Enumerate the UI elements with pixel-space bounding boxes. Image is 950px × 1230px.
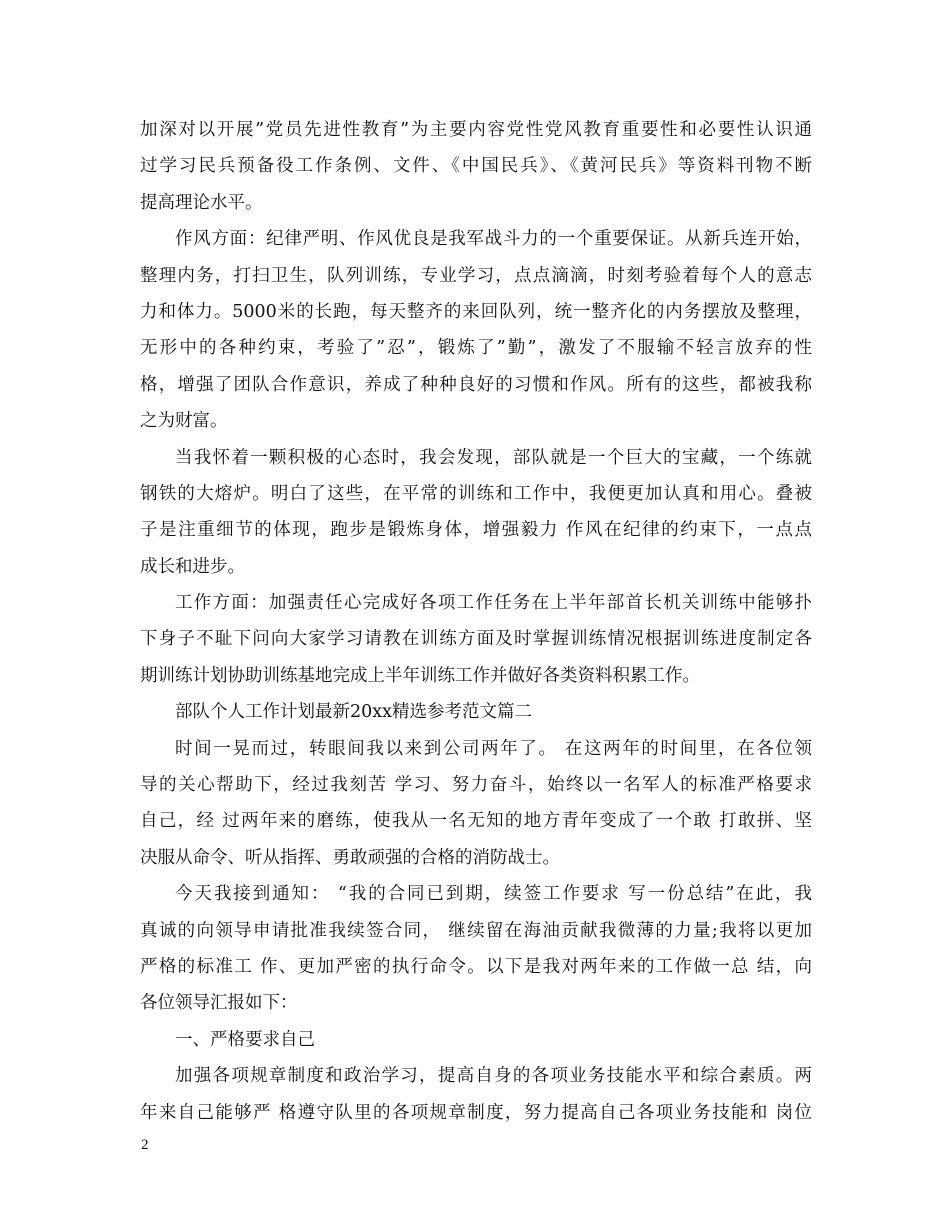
text-line: 过学习民兵预备役工作条例、文件、《中国民兵》、《黄河民兵》等资料刊物不断 <box>140 156 812 177</box>
text-line: 之为财富。 <box>140 411 228 432</box>
text-line: 作风方面：纪律严明、作风优良是我军战斗力的一个重要保证。从新兵连开始， <box>175 229 812 250</box>
text-line: 严格的标准工 作、更加严密的执行命令。以下是我对两年来的工作做一总 结，向 <box>140 956 812 977</box>
text-line: 期训练计划协助训练基地完成上半年训练工作并做好各类资料积累工作。 <box>140 665 700 686</box>
text-line: 加强各项规章制度和政治学习，提高自身的各项业务技能水平和综合素质。两 <box>175 1066 812 1087</box>
text-line: 整理内务，打扫卫生，队列训练，专业学习，点点滴滴，时刻考验着每个人的意志 <box>140 265 812 286</box>
text-line: 一、严格要求自己 <box>175 1029 315 1050</box>
document-body <box>140 112 812 1131</box>
text-line: 决服从命令、听从指挥、勇敢顽强的合格的消防战士。 <box>140 847 560 868</box>
text-line: 真诚的向领导申请批准我续签合同， 继续留在海油贡献我微薄的力量;我将以更加 <box>140 920 812 941</box>
text-line: 今天我接到通知： “我的合同已到期，续签工作要求 写一份总结”在此，我 <box>175 884 812 905</box>
text-line: 下身子不耻下问向大家学习请教在训练方面及时掌握训练情况根据训练进度制定各 <box>140 629 812 650</box>
text-line: 提高理论水平。 <box>140 192 263 213</box>
page-number: 2 <box>141 1137 149 1153</box>
text-line: 自己，经 过两年来的磨练，使我从一名无知的地方青年变成了一个敢 打敢拼、坚 <box>140 811 812 832</box>
text-line: 钢铁的大熔炉。明白了这些，在平常的训练和工作中，我便更加认真和用心。叠被 <box>140 483 812 504</box>
text-line: 力和体力。5000米的长跑，每天整齐的来回队列，统一整齐化的内务摆放及整理， <box>140 301 812 322</box>
text-line: 成长和进步。 <box>140 556 245 577</box>
text-line: 子是注重细节的体现，跑步是锻炼身体，增强毅力 作风在纪律的约束下，一点点 <box>140 520 812 541</box>
text-line: 无形中的各种约束，考验了”忍”，锻炼了”勤”，激发了不服输不轻言放弃的性 <box>140 338 812 359</box>
text-line: 年来自己能够严 格遵守队里的各项规章制度，努力提高自己各项业务技能和 岗位 <box>140 1102 812 1123</box>
text-line: 加深对以开展”党员先进性教育”为主要内容党性党风教育重要性和必要性认识通 <box>140 120 812 140</box>
text-line: 导的关心帮助下，经过我刻苦 学习、努力奋斗，始终以一名军人的标准严格要求 <box>140 775 812 796</box>
text-line: 部队个人工作计划最新20xx精选参考范文篇二 <box>175 702 533 723</box>
text-line: 各位领导汇报如下： <box>140 993 298 1014</box>
text-line: 格，增强了团队合作意识，养成了种种良好的习惯和作风。所有的这些，都被我称 <box>140 374 812 395</box>
text-line: 当我怀着一颗积极的心态时，我会发现，部队就是一个巨大的宝藏，一个练就 <box>175 447 812 468</box>
text-line: 工作方面：加强责任心完成好各项工作任务在上半年部首长机关训练中能够扑 <box>175 593 812 614</box>
text-line: 时间一晃而过，转眼间我以来到公司两年了。 在这两年的时间里，在各位领 <box>175 738 812 759</box>
